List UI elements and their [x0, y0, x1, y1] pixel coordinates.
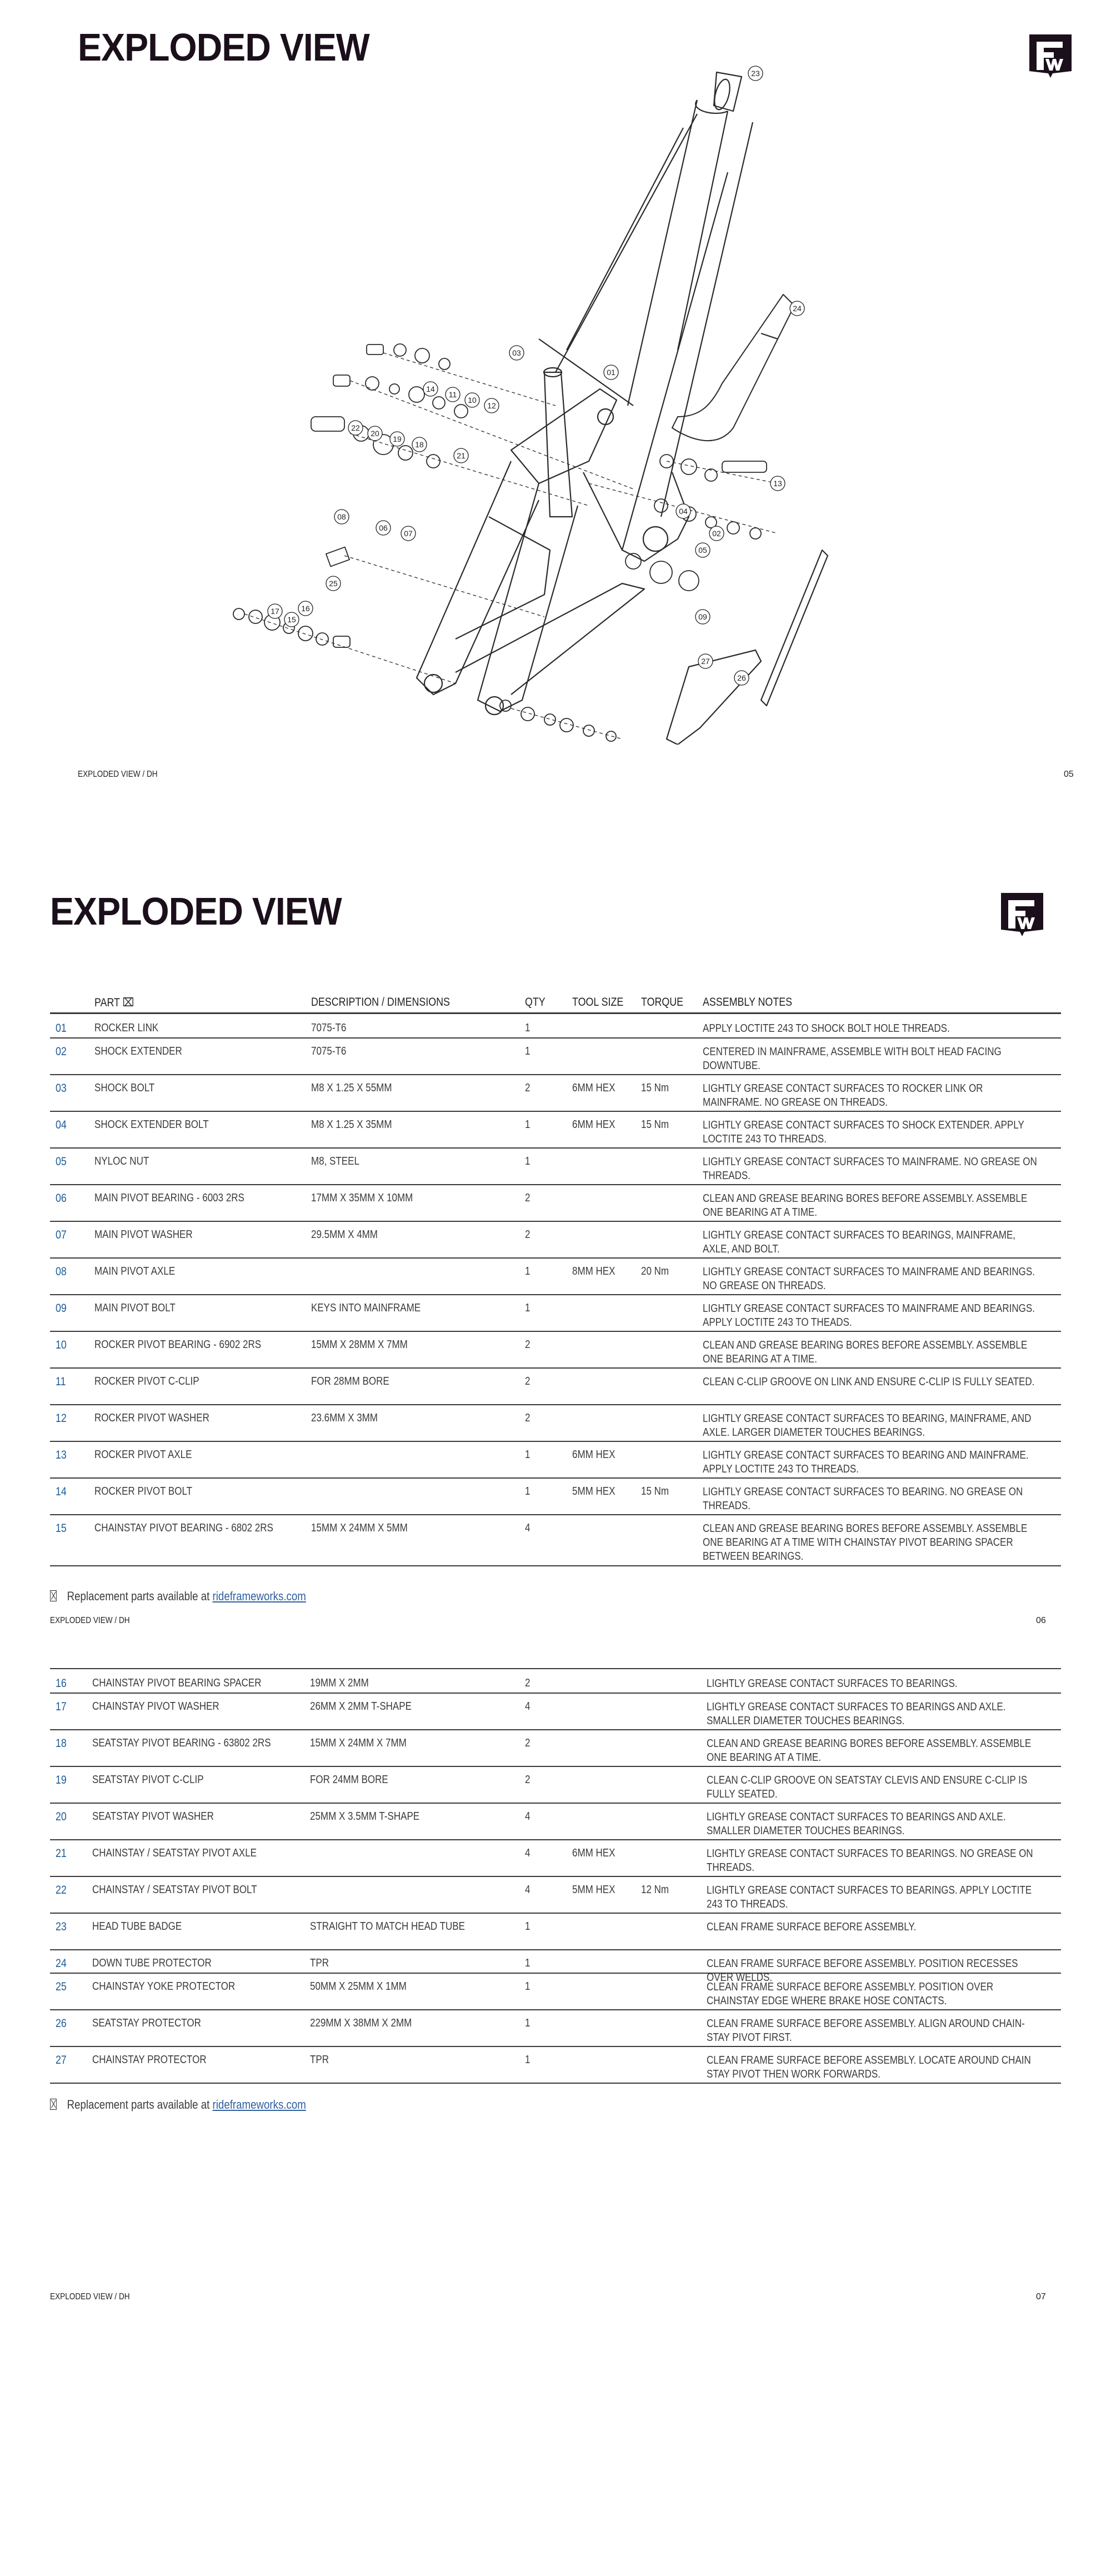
part-description: 29.5MM X 4MM — [311, 1229, 378, 1241]
assembly-notes: LIGHTLY GREASE CONTACT SURFACES TO SHOCK EXTENDER. APPLY LOCTITE 243 TO THREADS. — [703, 1119, 1024, 1145]
assembly-notes: LIGHTLY GREASE CONTACT SURFACES TO BEARINGS AND AXLE. SMALLER DIAMETER TOUCHES BEARINGS. — [707, 1701, 1006, 1727]
svg-text:01: 01 — [607, 368, 615, 377]
part-number: 05 — [56, 1155, 67, 1168]
callout-04 — [676, 504, 690, 518]
part-name: MAIN PIVOT WASHER — [94, 1229, 193, 1241]
tool-size: 6MM HEX — [572, 1449, 615, 1461]
part-description: M8, STEEL — [311, 1155, 359, 1167]
assembly-notes: LIGHTLY GREASE CONTACT SURFACES TO ROCKER LINK OR MAINFRAME. NO GREASE ON THREADS. — [703, 1082, 983, 1109]
assembly-notes: LIGHTLY GREASE CONTACT SURFACES TO BEARING. NO GREASE ON THREADS. — [703, 1486, 1023, 1512]
callout-15 — [284, 612, 299, 627]
tool-size: 5MM HEX — [572, 1485, 615, 1497]
svg-text:13: 13 — [773, 479, 782, 488]
table-row — [50, 1729, 1061, 1767]
table-row — [50, 1294, 1061, 1332]
torque-value: 15 Nm — [641, 1082, 669, 1094]
part-name: ROCKER PIVOT WASHER — [94, 1412, 209, 1424]
svg-text:20: 20 — [371, 429, 379, 438]
footer-page-number: 06 — [1036, 1616, 1046, 1625]
svg-text:05: 05 — [698, 546, 707, 555]
footer-section-label: EXPLODED VIEW / DH — [50, 2292, 130, 2302]
table-row — [50, 1074, 1061, 1112]
part-number: 12 — [56, 1412, 67, 1425]
assembly-notes: LIGHTLY GREASE CONTACT SURFACES TO BEARING AND MAINFRAME. APPLY LOCTITE 243 TO THREADS. — [703, 1449, 1029, 1475]
table-row — [50, 1669, 1061, 1694]
rideframeworks-link[interactable]: rideframeworks.com — [212, 1589, 306, 1603]
part-number: 25 — [56, 1980, 67, 1993]
part-qty: 2 — [525, 1774, 531, 1786]
torque-value: 15 Nm — [641, 1485, 669, 1497]
external-link-icon — [50, 1590, 57, 1601]
assembly-notes: LIGHTLY GREASE CONTACT SURFACES TO MAINFRAME. NO GREASE ON THREADS. — [703, 1156, 1037, 1182]
callout-09 — [695, 610, 710, 624]
replacement-note — [50, 1589, 306, 1604]
part-name: CHAINSTAY PIVOT BEARING SPACER — [92, 1677, 262, 1689]
part-name: SHOCK BOLT — [94, 1082, 155, 1094]
part-name: CHAINSTAY PROTECTOR — [92, 2054, 207, 2066]
part-qty: 2 — [525, 1229, 531, 1241]
svg-text:08: 08 — [337, 512, 346, 521]
part-number: 21 — [56, 1847, 67, 1860]
svg-text:21: 21 — [457, 451, 466, 460]
part-name: CHAINSTAY / SEATSTAY PIVOT AXLE — [92, 1847, 257, 1859]
callout-18 — [412, 437, 427, 452]
part-description: 7075-T6 — [311, 1045, 347, 1057]
callout-05 — [695, 543, 710, 557]
part-qty: 1 — [525, 1920, 531, 1933]
part-qty: 1 — [525, 1155, 531, 1167]
header-description: DESCRIPTION / DIMENSIONS — [311, 996, 450, 1009]
assembly-notes: LIGHTLY GREASE CONTACT SURFACES TO BEARINGS, MAINFRAME, AXLE, AND BOLT. — [703, 1229, 1016, 1255]
assembly-notes: APPLY LOCTITE 243 TO SHOCK BOLT HOLE THREADS. — [703, 1022, 950, 1035]
part-description: TPR — [310, 1957, 329, 1969]
callout-25 — [326, 576, 341, 591]
part-number: 07 — [56, 1229, 67, 1241]
footer-page-number: 07 — [1036, 2292, 1046, 2302]
part-number: 01 — [56, 1022, 67, 1035]
torque-value: 15 Nm — [641, 1119, 669, 1131]
svg-text:17: 17 — [271, 607, 279, 616]
part-name: ROCKER PIVOT BEARING - 6902 2RS — [94, 1339, 262, 1351]
table-row — [50, 1839, 1061, 1877]
replacement-text: Replacement parts available at — [67, 1589, 213, 1603]
part-name: SEATSTAY PIVOT BEARING - 63802 2RS — [92, 1737, 271, 1749]
part-name: SHOCK EXTENDER — [94, 1045, 182, 1057]
part-qty: 1 — [525, 1302, 531, 1314]
svg-text:18: 18 — [415, 440, 424, 449]
callout-21 — [454, 448, 468, 463]
part-description: STRAIGHT TO MATCH HEAD TUBE — [310, 1920, 465, 1933]
part-number: 20 — [56, 1810, 67, 1823]
part-qty: 4 — [525, 1522, 531, 1534]
part-qty: 2 — [525, 1082, 531, 1094]
part-name: CHAINSTAY PIVOT BEARING - 6802 2RS — [94, 1522, 273, 1534]
table-row — [50, 1973, 1061, 2010]
callout-06 — [376, 521, 391, 535]
part-name: SHOCK EXTENDER BOLT — [94, 1119, 209, 1131]
callout-14 — [423, 382, 438, 396]
svg-text:11: 11 — [448, 390, 457, 399]
part-name: ROCKER PIVOT C-CLIP — [94, 1375, 199, 1387]
part-description: M8 X 1.25 X 35MM — [311, 1119, 392, 1131]
svg-text:04: 04 — [679, 507, 688, 516]
external-link-icon — [50, 2099, 57, 2110]
footer-section-label: EXPLODED VIEW / DH — [78, 770, 158, 779]
assembly-notes: CLEAN AND GREASE BEARING BORES BEFORE ASSEMBLY. ASSEMBLE ONE BEARING AT A TIME. — [703, 1339, 1028, 1365]
svg-text:22: 22 — [351, 423, 360, 432]
footer-section-label: EXPLODED VIEW / DH — [50, 1616, 130, 1625]
callout-16 — [298, 601, 313, 616]
part-name: SEATSTAY PIVOT C-CLIP — [92, 1774, 204, 1786]
assembly-notes: LIGHTLY GREASE CONTACT SURFACES TO BEARINGS. NO GREASE ON THREADS. — [707, 1848, 1033, 1874]
tool-size: 5MM HEX — [572, 1884, 615, 1896]
assembly-notes: CLEAN AND GREASE BEARING BORES BEFORE ASSEMBLY. ASSEMBLE ONE BEARING AT A TIME. — [703, 1192, 1028, 1219]
part-name: HEAD TUBE BADGE — [92, 1920, 182, 1933]
head-tube-badge — [714, 72, 742, 111]
callout-20 — [368, 426, 382, 441]
tool-size: 6MM HEX — [572, 1082, 615, 1094]
svg-text:06: 06 — [379, 523, 388, 532]
callout-02 — [709, 526, 724, 541]
table-row — [50, 1367, 1061, 1405]
footer-page-number: 05 — [1064, 770, 1074, 779]
part-description: KEYS INTO MAINFRAME — [311, 1302, 421, 1314]
part-number: 11 — [56, 1375, 66, 1388]
part-description: 26MM X 2MM T-SHAPE — [310, 1700, 412, 1713]
part-number: 04 — [56, 1119, 67, 1131]
part-qty: 1 — [525, 1119, 531, 1131]
part-description: 50MM X 25MM X 1MM — [310, 1980, 407, 1993]
part-name: CHAINSTAY PIVOT WASHER — [92, 1700, 219, 1713]
part-description: 25MM X 3.5MM T-SHAPE — [310, 1810, 420, 1823]
callout-22 — [348, 421, 363, 435]
svg-text:10: 10 — [468, 396, 477, 405]
part-description: 15MM X 28MM X 7MM — [311, 1339, 408, 1351]
assembly-notes: CLEAN FRAME SURFACE BEFORE ASSEMBLY. POSITION OVER CHAINSTAY EDGE WHERE BRAKE HOSE CONTACTS. — [707, 1981, 994, 2007]
assembly-notes: LIGHTLY GREASE CONTACT SURFACES TO MAINFRAME AND BEARINGS. NO GREASE ON THREADS. — [703, 1266, 1035, 1292]
assembly-notes: CLEAN FRAME SURFACE BEFORE ASSEMBLY. — [707, 1921, 917, 1933]
svg-text:24: 24 — [793, 304, 802, 313]
tool-size: 6MM HEX — [572, 1847, 615, 1859]
callout-23 — [748, 66, 763, 81]
callout-03 — [509, 346, 524, 360]
part-qty: 2 — [525, 1192, 531, 1204]
part-number: 08 — [56, 1265, 67, 1278]
table-row — [50, 1111, 1061, 1149]
part-number: 16 — [56, 1677, 67, 1690]
part-number: 23 — [56, 1920, 67, 1933]
header-tool-size: TOOL SIZE — [572, 996, 624, 1009]
assembly-notes: CLEAN AND GREASE BEARING BORES BEFORE ASSEMBLY. ASSEMBLE ONE BEARING AT A TIME WITH CHAINSTAY PIVOT BEARING SPACER BETWEEN BEARINGS. — [703, 1522, 1028, 1562]
part-name: MAIN PIVOT BOLT — [94, 1302, 176, 1314]
table-row — [50, 1803, 1061, 1840]
part-description: M8 X 1.25 X 55MM — [311, 1082, 392, 1094]
part-qty: 1 — [525, 1022, 531, 1034]
table-header — [50, 992, 1061, 1014]
svg-text:27: 27 — [701, 657, 710, 666]
assembly-notes: CLEAN C-CLIP GROOVE ON SEATSTAY CLEVIS AND ENSURE C-CLIP IS FULLY SEATED. — [707, 1774, 1028, 1800]
part-qty: 1 — [525, 2017, 531, 2029]
part-name: SEATSTAY PIVOT WASHER — [92, 1810, 214, 1823]
part-number: 24 — [56, 1957, 67, 1970]
part-description: FOR 28MM BORE — [311, 1375, 389, 1387]
assembly-notes: LIGHTLY GREASE CONTACT SURFACES TO MAINFRAME AND BEARINGS. APPLY LOCTITE 243 TO THEADS. — [703, 1302, 1035, 1329]
table-row — [50, 1876, 1061, 1914]
part-name: ROCKER LINK — [94, 1022, 159, 1034]
part-qty: 1 — [525, 1265, 531, 1277]
part-name: CHAINSTAY YOKE PROTECTOR — [92, 1980, 236, 1993]
part-description: TPR — [310, 2054, 329, 2066]
table-row — [50, 1404, 1061, 1442]
header-part: PART ⌧ — [94, 996, 134, 1009]
assembly-notes: LIGHTLY GREASE CONTACT SURFACES TO BEARING, MAINFRAME, AND AXLE. LARGER DIAMETER TOUCHES BEARINGS. — [703, 1412, 1032, 1439]
part-number: 15 — [56, 1522, 67, 1535]
part-description: 23.6MM X 3MM — [311, 1412, 378, 1424]
assembly-notes: LIGHTLY GREASE CONTACT SURFACES TO BEARINGS AND AXLE. SMALLER DIAMETER TOUCHES BEARINGS. — [707, 1811, 1006, 1837]
header-torque: TORQUE — [641, 996, 684, 1009]
part-number: 06 — [56, 1192, 67, 1205]
torque-value: 12 Nm — [641, 1884, 669, 1896]
table-row — [50, 1441, 1061, 1479]
part-name: MAIN PIVOT AXLE — [94, 1265, 176, 1277]
part-description: 229MM X 38MM X 2MM — [310, 2017, 412, 2029]
part-qty: 2 — [525, 1412, 531, 1424]
callout-12 — [484, 398, 499, 413]
table-row — [50, 1184, 1061, 1222]
table-row — [50, 1693, 1061, 1730]
part-number: 02 — [56, 1045, 67, 1058]
part-description: FOR 24MM BORE — [310, 1774, 388, 1786]
table-row — [50, 1014, 1061, 1039]
callout-27 — [698, 654, 713, 668]
part-number: 13 — [56, 1449, 67, 1461]
rideframeworks-link[interactable]: rideframeworks.com — [212, 2098, 306, 2111]
frameworks-logo — [1028, 33, 1073, 78]
part-number: 26 — [56, 2017, 67, 2030]
part-description: 7075-T6 — [311, 1022, 347, 1034]
part-qty: 4 — [525, 1884, 531, 1896]
assembly-notes: LIGHTLY GREASE CONTACT SURFACES TO BEARINGS. — [707, 1678, 958, 1690]
table-row — [50, 1257, 1061, 1295]
part-qty: 4 — [525, 1847, 531, 1859]
callout-13 — [770, 476, 785, 491]
assembly-notes: CLEAN AND GREASE BEARING BORES BEFORE ASSEMBLY. ASSEMBLE ONE BEARING AT A TIME. — [707, 1738, 1032, 1764]
callout-26 — [734, 671, 749, 685]
part-number: 17 — [56, 1700, 67, 1713]
table-row — [50, 1766, 1061, 1804]
part-qty: 1 — [525, 1449, 531, 1461]
table-row — [50, 1477, 1061, 1515]
callout-08 — [334, 510, 349, 524]
svg-text:25: 25 — [329, 579, 338, 588]
part-qty: 2 — [525, 1737, 531, 1749]
svg-text:14: 14 — [426, 385, 435, 393]
part-name: NYLOC NUT — [94, 1155, 149, 1167]
tool-size: 6MM HEX — [572, 1119, 615, 1131]
svg-text:12: 12 — [487, 401, 496, 410]
callout-11 — [446, 387, 460, 402]
part-description: 17MM X 35MM X 10MM — [311, 1192, 413, 1204]
callout-24 — [790, 301, 804, 316]
assembly-notes: CLEAN FRAME SURFACE BEFORE ASSEMBLY. POSITION RECESSES OVER WELDS. — [707, 1958, 1018, 1984]
part-number: 03 — [56, 1082, 67, 1095]
svg-text:23: 23 — [751, 69, 760, 78]
assembly-notes: LIGHTLY GREASE CONTACT SURFACES TO BEARINGS. APPLY LOCTITE 243 TO THREADS. — [707, 1884, 1032, 1910]
exploded-frame-diagram — [200, 61, 878, 745]
part-description: 15MM X 24MM X 5MM — [311, 1522, 408, 1534]
table-row — [50, 2046, 1061, 2084]
svg-text:26: 26 — [737, 673, 746, 682]
assembly-notes: CLEAN FRAME SURFACE BEFORE ASSEMBLY. LOCATE AROUND CHAIN STAY PIVOT THEN WORK FORWARDS. — [707, 2054, 1031, 2080]
table-row — [50, 1221, 1061, 1259]
callout-07 — [401, 526, 416, 541]
svg-text:02: 02 — [712, 529, 721, 538]
torque-value: 20 Nm — [641, 1265, 669, 1277]
part-name: ROCKER PIVOT AXLE — [94, 1449, 192, 1461]
part-name: SEATSTAY PROTECTOR — [92, 2017, 201, 2029]
page-title: EXPLODED VIEW — [78, 26, 369, 69]
header-assembly-notes: ASSEMBLY NOTES — [703, 996, 793, 1009]
part-number: 10 — [56, 1339, 67, 1351]
table-row — [50, 2009, 1061, 2047]
header-qty: QTY — [525, 996, 546, 1009]
part-number: 14 — [56, 1485, 67, 1498]
frameworks-logo — [1000, 892, 1044, 936]
page-title: EXPLODED VIEW — [50, 890, 342, 933]
part-number: 18 — [56, 1737, 67, 1750]
part-qty: 4 — [525, 1810, 531, 1823]
svg-text:19: 19 — [393, 435, 402, 443]
part-number: 27 — [56, 2054, 67, 2066]
part-qty: 2 — [525, 1677, 531, 1689]
part-qty: 1 — [525, 2054, 531, 2066]
table-row — [50, 1913, 1061, 1950]
svg-text:03: 03 — [512, 348, 521, 357]
part-qty: 2 — [525, 1375, 531, 1387]
part-qty: 1 — [525, 1485, 531, 1497]
part-qty: 1 — [525, 1957, 531, 1969]
replacement-note — [50, 2098, 306, 2112]
part-name: ROCKER PIVOT BOLT — [94, 1485, 193, 1497]
part-qty: 1 — [525, 1980, 531, 1993]
part-name: CHAINSTAY / SEATSTAY PIVOT BOLT — [92, 1884, 257, 1896]
svg-text:16: 16 — [301, 604, 310, 613]
callout-19 — [390, 432, 404, 446]
table-row — [50, 1037, 1061, 1075]
part-name: MAIN PIVOT BEARING - 6003 2RS — [94, 1192, 244, 1204]
callout-17 — [268, 604, 282, 618]
table-row — [50, 1949, 1061, 1984]
table-row — [50, 1331, 1061, 1369]
part-name: DOWN TUBE PROTECTOR — [92, 1957, 212, 1969]
table-row — [50, 1147, 1061, 1185]
svg-text:15: 15 — [287, 615, 296, 624]
part-qty: 2 — [525, 1339, 531, 1351]
callout-01 — [604, 365, 618, 380]
table-row — [50, 1514, 1061, 1566]
part-description: 19MM X 2MM — [310, 1677, 369, 1689]
assembly-notes: CENTERED IN MAINFRAME, ASSEMBLE WITH BOLT HEAD FACING DOWNTUBE. — [703, 1046, 1002, 1072]
replacement-text: Replacement parts available at — [67, 2098, 213, 2111]
part-description: 15MM X 24MM X 7MM — [310, 1737, 407, 1749]
part-number: 09 — [56, 1302, 67, 1315]
part-number: 19 — [56, 1774, 67, 1786]
assembly-notes: CLEAN FRAME SURFACE BEFORE ASSEMBLY. ALIGN AROUND CHAIN-STAY PIVOT FIRST. — [707, 2018, 1025, 2044]
part-qty: 1 — [525, 1045, 531, 1057]
tool-size: 8MM HEX — [572, 1265, 615, 1277]
assembly-notes: CLEAN C-CLIP GROOVE ON LINK AND ENSURE C-CLIP IS FULLY SEATED. — [703, 1376, 1035, 1388]
part-qty: 4 — [525, 1700, 531, 1713]
part-number: 22 — [56, 1884, 67, 1896]
svg-text:09: 09 — [698, 612, 707, 621]
svg-text:07: 07 — [404, 529, 413, 538]
callout-10 — [465, 393, 479, 407]
